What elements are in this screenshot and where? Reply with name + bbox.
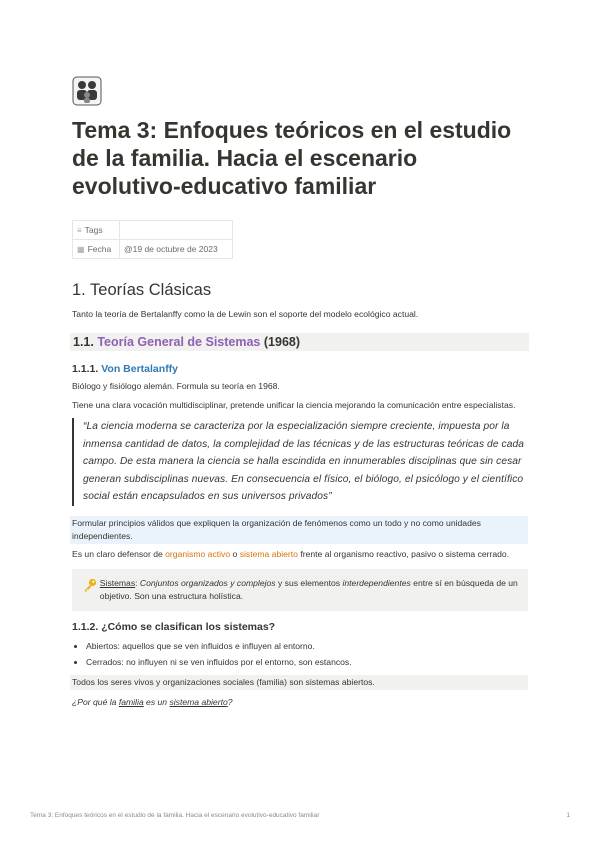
property-tags[interactable] [73, 221, 233, 240]
tags-value[interactable] [120, 221, 233, 240]
sistemas-callout [72, 569, 528, 611]
section-1-1-heading [70, 333, 529, 351]
list-item: • Abiertos: aquellos que se ven influidos e influyen al entorno. [86, 638, 528, 655]
highlighted-principle: Formular principios válidos que expliquen la organización de fenómenos como un todo y no como unidades independientes. [70, 516, 528, 544]
bertalanffy-quote: “La ciencia moderna se caracteriza por la especialización siempre creciente, impuesta por la inmensa cantidad de datos, la complejidad de las técnicas y de las estructuras teóricas de cada campo. De esta manera la ciencia se halla escindida en innumerables disciplinas que sin cesar generan subdisciplinas nuevas. En consecuencia el físico, el biólogo, el psicólogo y el científico social están encapsulados en sus universos privados” [72, 418, 528, 506]
teoria-general-link[interactable]: Teoría General de Sistemas [97, 335, 261, 349]
section-1-1-number: 1.1. [73, 335, 94, 349]
section-1-intro: Tanto la teoría de Bertalanffy como la de Lewin son el soporte del modelo ecológico actual. [72, 309, 419, 319]
question-text: ¿Por qué la familia es un sistema abierto? [72, 696, 233, 707]
sistema-abierto-text: sistema abierto [239, 548, 298, 559]
list-item: • Cerrados: no influyen ni se ven influidos por el entorno, son estancos. [86, 654, 528, 671]
page-title: Tema 3: Enfoques teóricos en el estudio de la familia. Hacia el escenario evolutivo-educativo familiar [72, 117, 512, 199]
section-1-1-2-heading: 1.1.2. ¿Cómo se clasifican los sistemas? [72, 620, 276, 633]
footer-title: Tema 3: Enfoques teóricos en el estudio de la familia. Hacia el escenario evolutivo-educativo familiar [30, 812, 320, 819]
paragraph-vocacion: Tiene una clara vocación multidisciplinar, pretende unificar la ciencia mejorando la comunicación entre especialistas. [72, 400, 516, 410]
section-1-heading: 1. Teorías Clásicas [72, 281, 212, 299]
list-icon: ≡ [77, 226, 82, 235]
classification-list [72, 638, 528, 671]
section-1-1-year: (1968) [263, 335, 301, 349]
section-1-1-1-heading [72, 363, 528, 375]
paragraph-biologo: Biólogo y fisiólogo alemán. Formula su teoría en 1968. [72, 381, 280, 391]
organismo-activo-text: organismo activo [165, 548, 231, 559]
properties-table [72, 220, 233, 259]
paragraph-defensor: Es un claro defensor de organismo activo o sistema abierto frente al organismo reactivo, pasivo o sistema cerrado. [72, 548, 510, 559]
date-label: Fecha [87, 244, 112, 254]
date-value[interactable]: @19 de octubre de 2023 [120, 240, 233, 259]
tags-label: Tags [84, 225, 103, 235]
summary-text: Todos los seres vivos y organizaciones sociales (familia) son sistemas abiertos. [70, 675, 528, 690]
page-content [72, 76, 528, 715]
section-1-1-1-number: 1.1.1. [72, 363, 99, 375]
page-footer [30, 812, 570, 819]
calendar-icon: ▦ [77, 245, 85, 254]
von-bertalanffy-link[interactable]: Von Bertalanffy [101, 363, 179, 375]
page-number: 1 [566, 812, 570, 819]
sistemas-term: Sistemas [99, 577, 136, 588]
callout-text: Sistemas: Conjuntos organizados y complejos y sus elementos interdependientes entre sí en búsqueda de un objetivo. Son una estructura holística. [99, 577, 518, 601]
key-icon [82, 577, 100, 603]
property-date[interactable] [73, 240, 233, 259]
family-icon [72, 76, 102, 106]
